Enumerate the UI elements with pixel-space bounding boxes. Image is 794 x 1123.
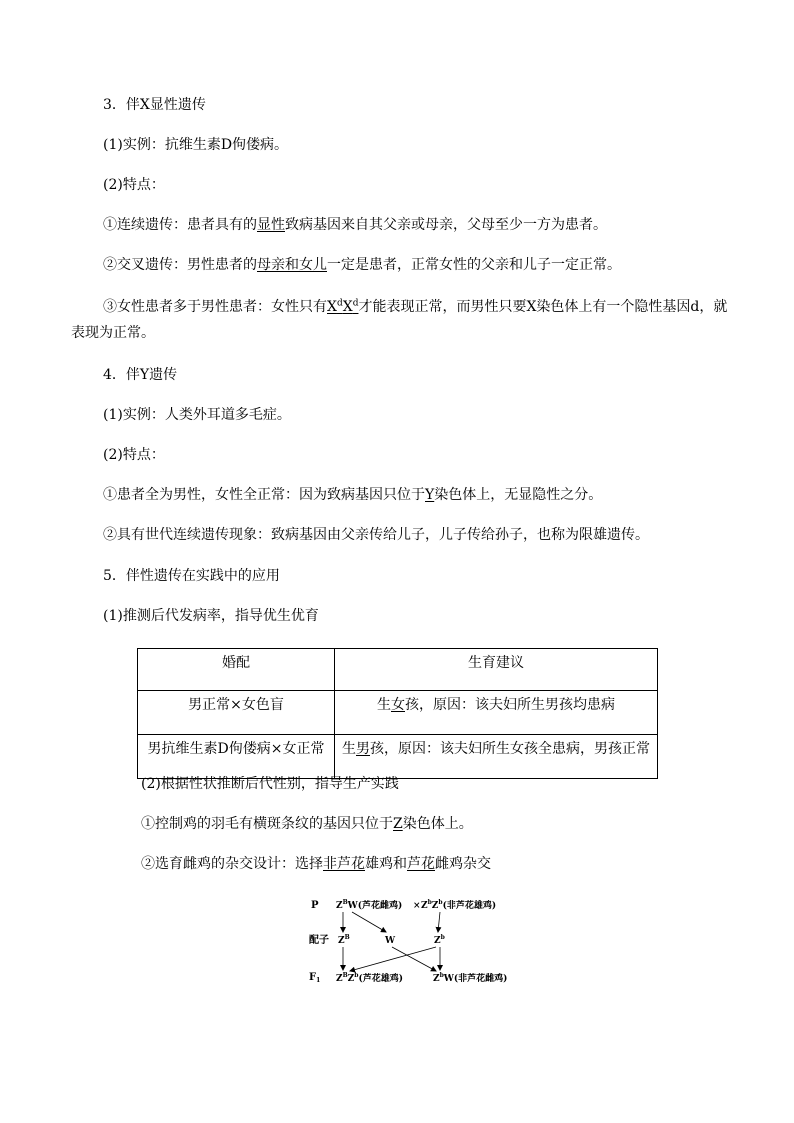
- answer-blank: 芦花: [407, 856, 435, 872]
- gamete-label: 配子: [309, 935, 329, 946]
- arrow-zb-male-to-f1-male: [350, 947, 436, 971]
- table-row: [138, 735, 658, 779]
- base: X: [327, 299, 337, 315]
- text: ②交叉遗传：男性患者的: [103, 257, 257, 273]
- section3-feature-2: [103, 256, 621, 274]
- section5-point-1: [141, 815, 473, 833]
- text: ②选育雌鸡的杂交设计：选择: [141, 856, 323, 872]
- allele: Z: [336, 974, 343, 984]
- section3-features-label: (2)特点：: [103, 177, 165, 193]
- answer-blank: 显性: [257, 217, 285, 233]
- table-cell: 男抗维生素D佝偻病×女正常: [138, 735, 335, 779]
- f1-female-genotype: [433, 972, 507, 984]
- section5-sub2: (2)根据性状推断后代性别，指导生产实践: [141, 776, 399, 792]
- allele-sup: b: [440, 934, 445, 941]
- answer-blank: Y: [425, 487, 435, 503]
- text: ①患者全为男性，女性全正常：因为致病基因只位于: [103, 487, 425, 503]
- text: 生: [342, 741, 356, 757]
- text: 致病基因来自其父亲或母亲，父母至少一方为患者。: [285, 217, 607, 233]
- text: ③女性患者多于男性患者：女性只有: [103, 299, 327, 315]
- section3-example: (1)实例：抗维生素D佝偻病。: [103, 137, 289, 153]
- allele-sup: b: [438, 899, 443, 906]
- allele: Z: [421, 901, 428, 911]
- table-cell: [335, 735, 658, 779]
- f1-label-text: F: [309, 972, 317, 983]
- section4-title: 4．伴Y遗传: [103, 367, 178, 383]
- sup: d: [352, 298, 359, 309]
- section3-feature-1: [103, 216, 607, 234]
- text: 一定是患者，正常女性的父亲和儿子一定正常。: [327, 257, 621, 273]
- base: X: [342, 299, 353, 315]
- section3-feature-3-cont: 表现为正常。: [71, 325, 155, 341]
- section3-title: 3．伴X显性遗传: [103, 97, 206, 113]
- allele: Z: [433, 974, 440, 984]
- allele-sup: b: [354, 972, 359, 979]
- f1-label: [309, 972, 320, 984]
- answer-blank: Z: [393, 816, 403, 832]
- sup: d: [336, 298, 343, 309]
- table-header: 生育建议: [335, 649, 658, 691]
- table-cell: [335, 691, 658, 735]
- cross-diagram: [300, 892, 530, 992]
- section3-feature-3: [103, 298, 727, 316]
- allele: Z: [338, 936, 345, 946]
- arrow-female-to-w: [352, 912, 386, 932]
- allele: Z: [347, 974, 355, 984]
- text: 雄鸡和: [365, 856, 407, 872]
- allele: Z: [336, 901, 343, 911]
- table-cell: 男正常×女色盲: [138, 691, 335, 735]
- text: 染色体上。: [402, 816, 473, 832]
- section4-feature-1: [103, 486, 602, 504]
- gamete-w: W: [385, 936, 396, 946]
- text: 雌鸡杂交: [435, 856, 491, 872]
- gamete-zb-female: [338, 934, 350, 946]
- allele-sup: B: [344, 934, 350, 941]
- answer-blank: 母亲和女儿: [257, 257, 327, 273]
- allele-sup: b: [427, 899, 432, 906]
- text: 孩，原因：该夫妇所生女孩全患病，男孩正常: [370, 741, 650, 757]
- cross-sign: ×: [413, 901, 421, 911]
- allele-sup: b: [439, 972, 444, 979]
- section4-features-label: (2)特点：: [103, 447, 165, 463]
- text: ①控制鸡的羽毛有横斑条纹的基因只位于: [141, 816, 393, 832]
- section5-title: 5．伴性遗传在实践中的应用: [103, 568, 280, 584]
- answer-blank: 非芦花: [323, 856, 365, 872]
- genotype-tail: W(芦花雌鸡): [347, 901, 403, 911]
- answer-blank: 男: [356, 741, 370, 757]
- answer-blank: 女: [391, 697, 405, 713]
- section4-example: (1)实例：人类外耳道多毛症。: [103, 407, 291, 423]
- gamete-zb-male: [434, 934, 445, 946]
- arrow-w-to-f1-female: [392, 947, 436, 971]
- p-label: P: [311, 900, 319, 911]
- p-male-genotype: [421, 899, 496, 911]
- table-header-row: [138, 649, 658, 691]
- text: ①连续遗传：患者具有的: [103, 217, 257, 233]
- genotype-tail: (芦花雄鸡): [358, 974, 403, 984]
- text: 孩，原因：该夫妇所生男孩均患病: [405, 697, 615, 713]
- allele-sup: B: [342, 972, 348, 979]
- f1-male-genotype: [336, 972, 403, 984]
- table-header: 婚配: [138, 649, 335, 691]
- genotype-blank: [327, 299, 358, 315]
- section4-feature-2: ②具有世代连续遗传现象：致病基因由父亲传给儿子，儿子传给孙子，也称为限雄遗传。: [103, 527, 649, 543]
- section5-sub1: (1)推测后代发病率，指导优生优育: [103, 608, 319, 624]
- table-row: [138, 691, 658, 735]
- f1-label-sub: 1: [316, 977, 321, 984]
- text: 染色体上，无显隐性之分。: [434, 487, 603, 503]
- arrow-male-to-zb: [438, 912, 440, 932]
- genotype-tail: W(非芦花雌鸡): [443, 974, 508, 984]
- section5-point-2: [141, 855, 491, 873]
- allele: Z: [434, 936, 441, 946]
- p-female-genotype: [336, 899, 402, 911]
- text: 生: [377, 697, 391, 713]
- marriage-advice-table: [137, 648, 658, 779]
- genotype-tail: (非芦花雄鸡): [442, 901, 497, 911]
- allele: Z: [431, 901, 439, 911]
- text: 才能表现正常，而男性只要X染色体上有一个隐性基因d，就: [358, 299, 728, 315]
- allele-sup: B: [342, 899, 348, 906]
